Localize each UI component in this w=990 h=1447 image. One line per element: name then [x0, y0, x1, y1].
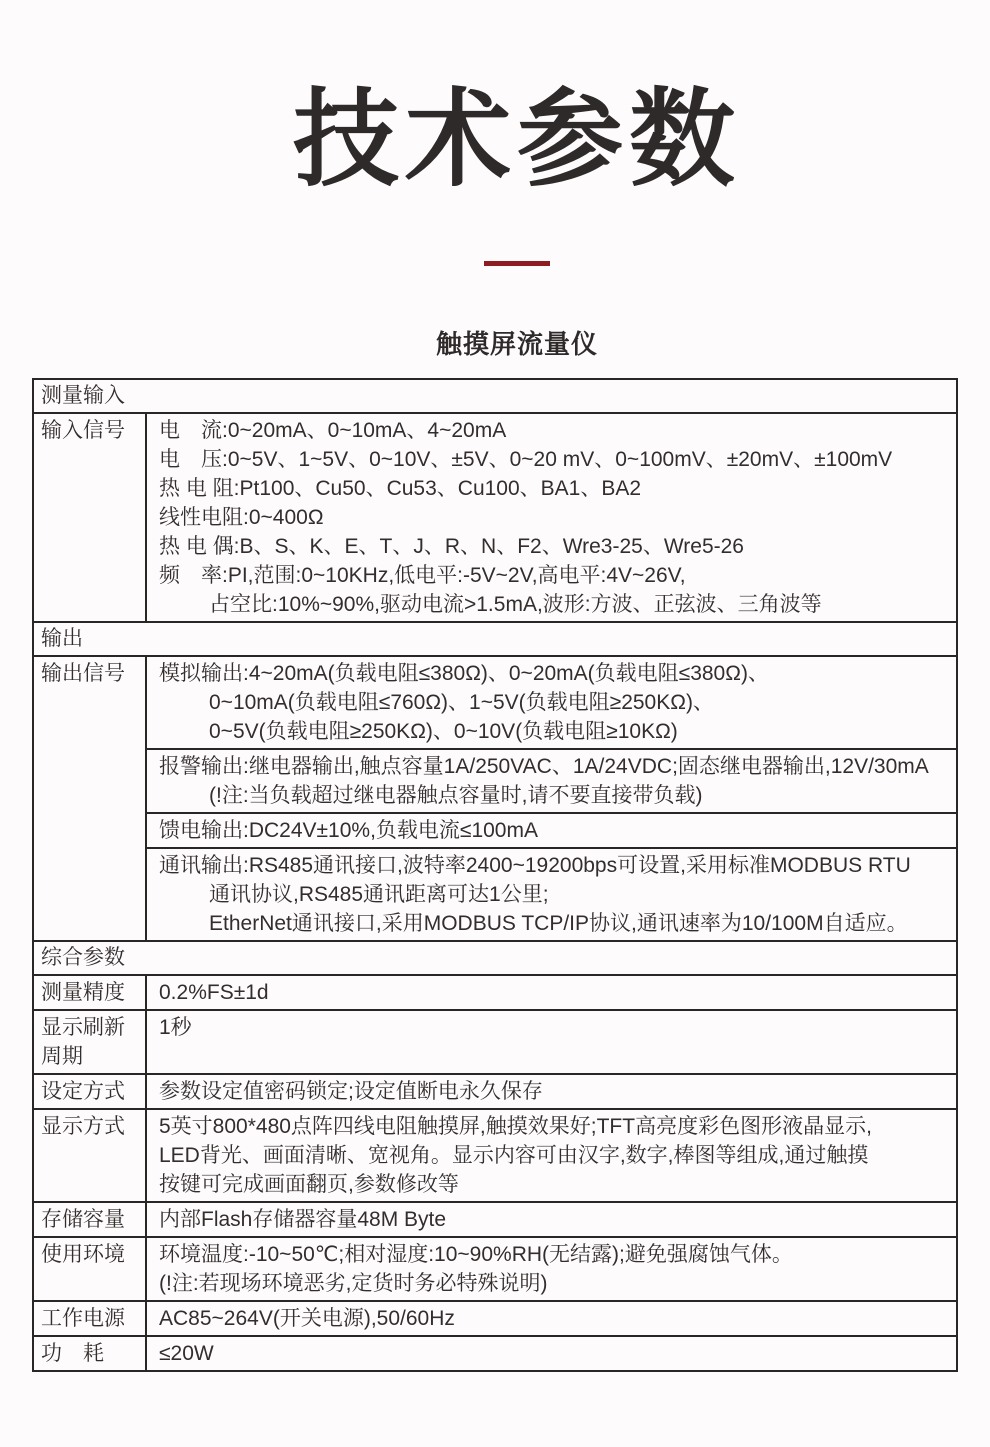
spec-line: 内部Flash存储器容量48M Byte [159, 1207, 447, 1231]
product-subtitle: 触摸屏流量仪 [435, 328, 598, 359]
row-working-power [34, 1300, 956, 1335]
row-content [147, 1011, 956, 1073]
spec-table [32, 378, 958, 1372]
spec-line: AC85~264V(开关电源),50/60Hz [159, 1306, 455, 1330]
spec-line: 线性电阻:0~400Ω [159, 505, 324, 529]
content-block-comm-output [147, 847, 956, 940]
row-content [147, 1203, 956, 1236]
row-display-method [34, 1108, 956, 1201]
row-label: 显示刷新周期 [34, 1011, 147, 1073]
spec-line: 5英寸800*480点阵四线电阻触摸屏,触摸效果好;TFT高亮度彩色图形液晶显示, [159, 1114, 872, 1138]
row-content [147, 976, 956, 1009]
content-block [147, 1203, 956, 1236]
spec-line: 0~5V(负载电阻≥250KΩ)、0~10V(负载电阻≥10KΩ) [209, 719, 678, 743]
section-label: 测量输入 [41, 383, 125, 407]
spec-line: 通讯协议,RS485通讯距离可达1公里; [209, 882, 549, 906]
spec-line: 通讯输出:RS485通讯接口,波特率2400~19200bps可设置,采用标准MODBUS RTU [159, 853, 911, 877]
row-setting-method [34, 1073, 956, 1108]
row-content [147, 1238, 956, 1300]
spec-line: 热 电 阻:Pt100、Cu50、Cu53、Cu100、BA1、BA2 [159, 476, 642, 500]
row-power-consumption [34, 1335, 956, 1370]
row-label: 存储容量 [34, 1203, 147, 1236]
spec-line: 模拟输出:4~20mA(负载电阻≤380Ω)、0~20mA(负载电阻≤380Ω)、 [159, 661, 769, 685]
content-block [147, 1011, 956, 1044]
section-label: 综合参数 [41, 945, 125, 969]
row-input-signal [34, 412, 956, 621]
row-content [147, 414, 956, 621]
row-measurement-accuracy [34, 974, 956, 1009]
section-row-comprehensive [34, 940, 956, 974]
section-label: 输出 [41, 626, 83, 650]
content-block [147, 1302, 956, 1335]
content-block-feed-output [147, 812, 956, 847]
spec-line: 电 流:0~20mA、0~10mA、4~20mA [159, 418, 507, 442]
page-header [22, 82, 990, 361]
content-block-analog-output [147, 657, 956, 748]
spec-line: 频 率:PI,范围:0~10KHz,低电平:-5V~2V,高电平:4V~26V, [159, 563, 686, 587]
spec-line: (!注:当负载超过继电器触点容量时,请不要直接带负载) [209, 783, 703, 807]
spec-line: 1秒 [159, 1015, 192, 1039]
title-divider [484, 261, 550, 266]
row-content [147, 1075, 956, 1108]
row-storage-capacity [34, 1201, 956, 1236]
spec-line: 报警输出:继电器输出,触点容量1A/250VAC、1A/24VDC;固态继电器输出,12V/30mA [159, 754, 929, 778]
content-block [147, 1075, 956, 1108]
spec-line: (!注:若现场环境恶劣,定货时务必特殊说明) [159, 1271, 548, 1295]
row-label: 使用环境 [34, 1238, 147, 1300]
row-label: 测量精度 [34, 976, 147, 1009]
row-label: 显示方式 [34, 1110, 147, 1201]
row-label: 输出信号 [34, 657, 147, 940]
content-block [147, 414, 956, 621]
spec-line: 环境温度:-10~50℃;相对湿度:10~90%RH(无结露);避免强腐蚀气体。 [159, 1242, 793, 1266]
spec-line: 参数设定值密码锁定;设定值断电永久保存 [159, 1079, 543, 1103]
spec-line: EtherNet通讯接口,采用MODBUS TCP/IP协议,通讯速率为10/100M自适应。 [209, 911, 908, 935]
row-content [147, 1302, 956, 1335]
spec-sheet-page [0, 82, 990, 1372]
spec-line: 0.2%FS±1d [159, 980, 269, 1004]
row-label: 工作电源 [34, 1302, 147, 1335]
spec-line: 电 压:0~5V、1~5V、0~10V、±5V、0~20 mV、0~100mV、±20mV、±100mV [159, 447, 893, 471]
row-content [147, 657, 956, 940]
row-display-refresh-period [34, 1009, 956, 1073]
spec-line: 馈电输出:DC24V±10%,负载电流≤100mA [159, 818, 538, 842]
page-title: 技术参数 [293, 81, 741, 199]
spec-line: LED背光、画面清晰、宽视角。显示内容可由汉字,数字,棒图等组成,通过触摸 [159, 1143, 869, 1167]
spec-line: 热 电 偶:B、S、K、E、T、J、R、N、F2、Wre3-25、Wre5-26 [159, 534, 744, 558]
section-row-measurement-input [34, 380, 956, 412]
content-block [147, 976, 956, 1009]
row-label: 功 耗 [34, 1337, 147, 1370]
content-block [147, 1238, 956, 1300]
row-output-signal [34, 655, 956, 940]
content-block-alarm-output [147, 748, 956, 812]
spec-line: ≤20W [159, 1341, 214, 1365]
content-block [147, 1110, 956, 1201]
spec-line: 按键可完成画面翻页,参数修改等 [159, 1172, 459, 1196]
row-content [147, 1110, 956, 1201]
section-row-output [34, 621, 956, 655]
spec-line: 占空比:10%~90%,驱动电流>1.5mA,波形:方波、正弦波、三角波等 [209, 592, 822, 616]
row-operating-environment [34, 1236, 956, 1300]
row-label: 设定方式 [34, 1075, 147, 1108]
row-label: 输入信号 [34, 414, 147, 621]
spec-line: 0~10mA(负载电阻≤760Ω)、1~5V(负载电阻≥250KΩ)、 [209, 690, 714, 714]
